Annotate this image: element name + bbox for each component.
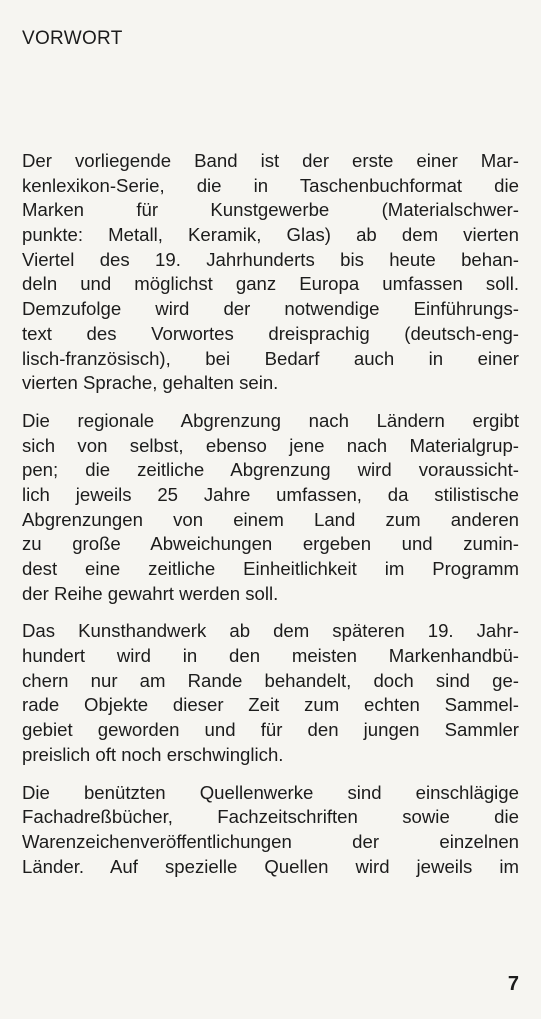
paragraph — [22, 409, 519, 607]
text-line: Abgrenzungen von einem Land zum anderen — [22, 508, 519, 530]
text-line: rade Objekte dieser Zeit zum echten Sammel- — [22, 694, 519, 716]
text-line: sich von selbst, ebenso jene nach Materialgrup- — [22, 434, 519, 456]
text-line: dest eine zeitliche Einheitlichkeit im Programm — [22, 558, 519, 579]
text-line: pen; die zeitliche Abgrenzung wird voraussicht- — [22, 459, 519, 481]
body-text — [22, 149, 519, 892]
text-line: text des Vorwortes dreisprachig (deutsch-eng- — [22, 322, 519, 344]
paragraph — [22, 619, 519, 767]
text-line: lisch-französisch), bei Bedarf auch in einer — [22, 347, 519, 369]
text-line: deln und möglichst ganz Europa umfassen soll. — [22, 273, 519, 295]
text-line: Fachadreßbücher, Fachzeitschriften sowie die — [22, 806, 519, 828]
text-line: Das Kunsthandwerk ab dem späteren 19. Jahr- — [22, 620, 519, 642]
paragraph — [22, 781, 519, 880]
text-line: der Reihe gewahrt werden soll. — [22, 582, 279, 604]
text-line: gebiet geworden und für den jungen Sammler — [22, 719, 519, 741]
text-line: Marken für Kunstgewerbe (Materialschwer- — [22, 199, 519, 221]
text-line: kenlexikon-Serie, die in Taschenbuchformat die — [22, 174, 519, 196]
text-line: zu große Abweichungen ergeben und zumin- — [22, 533, 519, 555]
text-line: Die regionale Abgrenzung nach Ländern ergibt — [22, 409, 519, 431]
text-line: Viertel des 19. Jahrhunderts bis heute behan- — [22, 248, 519, 270]
text-line: punkte: Metall, Keramik, Glas) ab dem vierten — [22, 224, 519, 246]
text-line: Die benützten Quellenwerke sind einschlägige — [22, 781, 519, 803]
text-line: Der vorliegende Band ist der erste einer Mar- — [22, 150, 519, 171]
text-line: Warenzeichenveröffentlichungen der einzelnen — [22, 830, 519, 852]
text-line: chern nur am Rande behandelt, doch sind ge- — [22, 669, 519, 691]
text-line: vierten Sprache, gehalten sein. — [22, 372, 279, 394]
paragraph — [22, 149, 519, 396]
page-heading: VORWORT — [22, 28, 123, 49]
text-line: Länder. Auf spezielle Quellen wird jeweils im — [22, 855, 519, 877]
text-line: Demzufolge wird der notwendige Einführungs- — [22, 298, 519, 320]
text-line: hundert wird in den meisten Markenhandbü- — [22, 645, 519, 667]
text-line: lich jeweils 25 Jahre umfassen, da stilistische — [22, 483, 519, 505]
text-line: preislich oft noch erschwinglich. — [22, 743, 284, 765]
page-number: 7 — [507, 973, 519, 995]
